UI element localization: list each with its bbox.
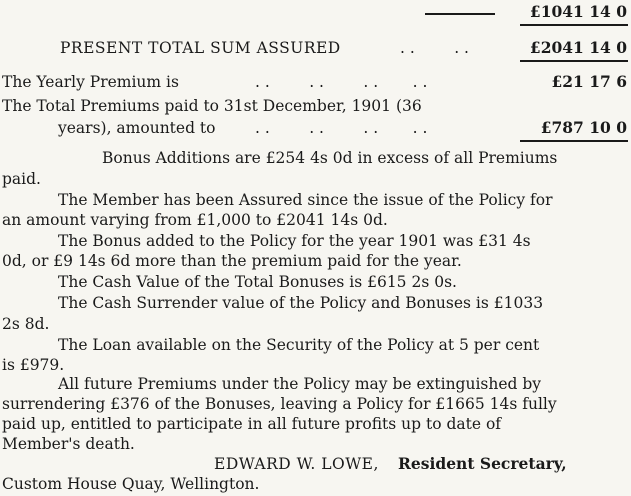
paragraph-text: an amount varying from £1,000 to £2041 14s 0d. bbox=[2, 211, 388, 229]
leader-dots: . . . . . . . . bbox=[255, 73, 428, 91]
paragraph-text: 0d, or £9 14s 6d more than the premium paid for the year. bbox=[2, 252, 462, 270]
total-premiums-row-1 bbox=[0, 94, 631, 118]
paragraph-text: The Member has been Assured since the issue of the Policy for bbox=[58, 191, 553, 209]
top-total-amount: £1041 14 0 bbox=[529, 2, 627, 21]
signature-title: Resident Secretary, bbox=[398, 454, 567, 473]
paragraph-text: The Cash Value of the Total Bonuses is £615 2s 0s. bbox=[58, 273, 457, 291]
total-premiums-row-2 bbox=[0, 116, 631, 140]
paragraph-text: Member's death. bbox=[2, 435, 135, 453]
leader-dots: . . . . bbox=[400, 39, 469, 57]
total-premiums-underline bbox=[520, 140, 628, 142]
paragraph-text: is £979. bbox=[2, 356, 65, 374]
sum-assured-row bbox=[0, 36, 631, 60]
yearly-premium-label: The Yearly Premium is bbox=[2, 73, 179, 91]
total-premiums-label-line1: The Total Premiums paid to 31st December, 1901 (36 bbox=[2, 97, 422, 115]
paragraph-text: The Loan available on the Security of the Policy at 5 per cent bbox=[58, 336, 540, 354]
paragraph-text: 2s 8d. bbox=[2, 315, 50, 333]
top-total-underline bbox=[520, 24, 628, 26]
sum-assured-amount: £2041 14 0 bbox=[529, 38, 627, 57]
paragraph-text: paid. bbox=[2, 170, 41, 188]
top-total-row bbox=[0, 0, 631, 24]
paragraph-text: Bonus Additions are £254 4s 0d in excess of all Premiums bbox=[102, 149, 558, 167]
total-premiums-label-line2: years), amounted to bbox=[58, 119, 216, 137]
leader-dots: . . . . . . . . bbox=[255, 119, 428, 137]
sum-assured-label: PRESENT TOTAL SUM ASSURED bbox=[60, 39, 341, 57]
paragraph-text: The Cash Surrender value of the Policy and Bonuses is £1033 bbox=[58, 294, 544, 312]
yearly-premium-row bbox=[0, 70, 631, 94]
sum-assured-underline bbox=[520, 60, 628, 62]
signature-name: EDWARD W. LOWE, bbox=[214, 455, 379, 473]
paragraph-text: surrendering £376 of the Bonuses, leaving a Policy for £1665 14s fully bbox=[2, 395, 557, 413]
paragraph-text: All future Premiums under the Policy may be extinguished by bbox=[58, 375, 542, 393]
paragraph-text: The Bonus added to the Policy for the year 1901 was £31 4s bbox=[58, 232, 531, 250]
paragraph-text: paid up, entitled to participate in all future profits up to date of bbox=[2, 415, 502, 433]
address-text: Custom House Quay, Wellington. bbox=[2, 475, 260, 493]
total-premiums-amount: £787 10 0 bbox=[540, 118, 627, 137]
yearly-premium-amount: £21 17 6 bbox=[551, 72, 627, 91]
address-line bbox=[0, 472, 631, 496]
